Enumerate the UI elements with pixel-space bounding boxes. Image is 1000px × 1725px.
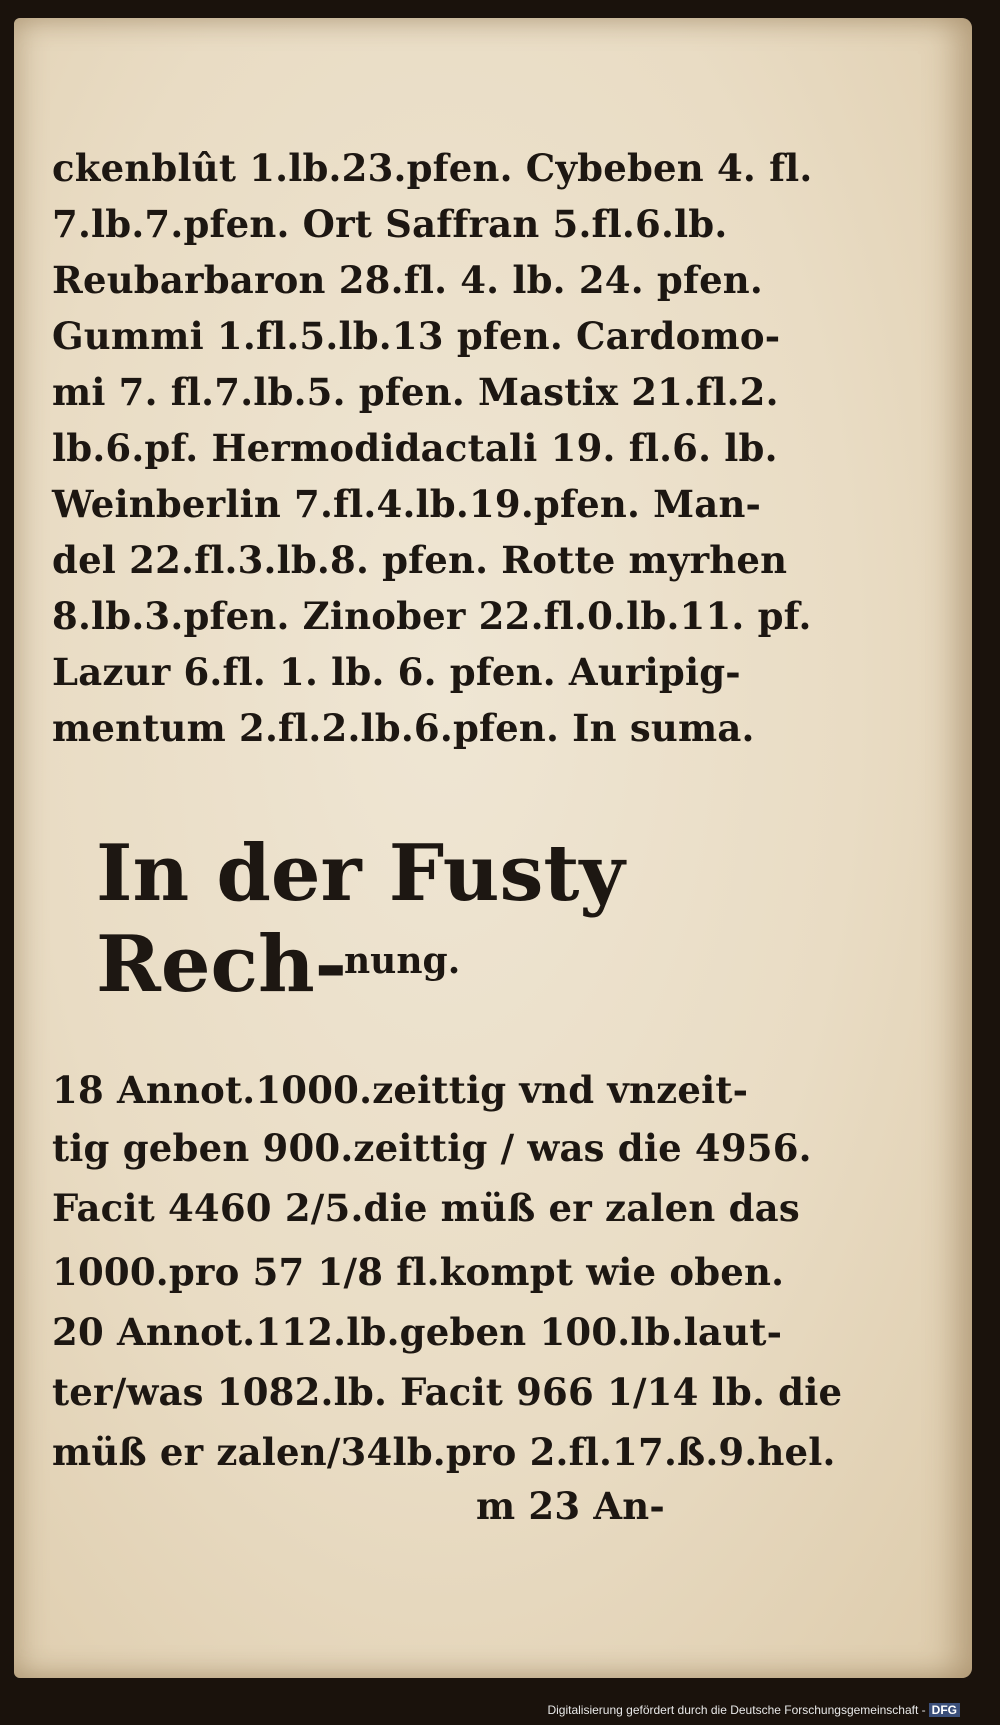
digitization-credit: [547, 1703, 960, 1717]
dfg-logo: DFG: [929, 1703, 960, 1717]
text-line: mi 7. fl.7.lb.5. pfen. Mastix 21.fl.2.: [52, 370, 779, 414]
text-line: 8.lb.3.pfen. Zinober 22.fl.0.lb.11. pf.: [52, 594, 812, 638]
text-line: Reubarbaron 28.fl. 4. lb. 24. pfen.: [52, 258, 763, 302]
text-line: 20 Annot.112.lb.geben 100.lb.laut-: [52, 1310, 783, 1354]
text-line: Lazur 6.fl. 1. lb. 6. pfen. Auripig-: [52, 650, 741, 694]
catchword-line: m 23 An-: [476, 1484, 665, 1528]
text-line: Facit 4460 2/5.die müß er zalen das: [52, 1186, 800, 1230]
text-line: tig geben 900.zeittig / was die 4956.: [52, 1126, 812, 1170]
section-heading: In der Fusty Rech-: [96, 828, 625, 1010]
text-line: mentum 2.fl.2.lb.6.pfen. In suma.: [52, 706, 755, 750]
text-line: 1000.pro 57 1/8 fl.kompt wie oben.: [52, 1250, 785, 1294]
text-line: 18 Annot.1000.zeittig vnd vnzeit-: [52, 1068, 749, 1112]
text-line: Gummi 1.fl.5.lb.13 pfen. Cardomo-: [52, 314, 781, 358]
text-line: müß er zalen/34lb.pro 2.fl.17.ß.9.hel.: [52, 1430, 836, 1474]
text-line: lb.6.pf. Hermodidactali 19. fl.6. lb.: [52, 426, 778, 470]
text-line: ckenblût 1.lb.23.pfen. Cybeben 4. fl.: [52, 146, 813, 190]
book-page: [14, 18, 972, 1678]
text-line: del 22.fl.3.lb.8. pfen. Rotte myrhen: [52, 538, 788, 582]
section-heading-continuation: nung.: [344, 940, 461, 982]
credit-text: Digitalisierung gefördert durch die Deutsche Forschungsgemeinschaft -: [547, 1703, 926, 1717]
text-line: ter/was 1082.lb. Facit 966 1/14 lb. die: [52, 1370, 843, 1414]
text-line: 7.lb.7.pfen. Ort Saffran 5.fl.6.lb.: [52, 202, 728, 246]
text-line: Weinberlin 7.fl.4.lb.19.pfen. Man-: [52, 482, 762, 526]
